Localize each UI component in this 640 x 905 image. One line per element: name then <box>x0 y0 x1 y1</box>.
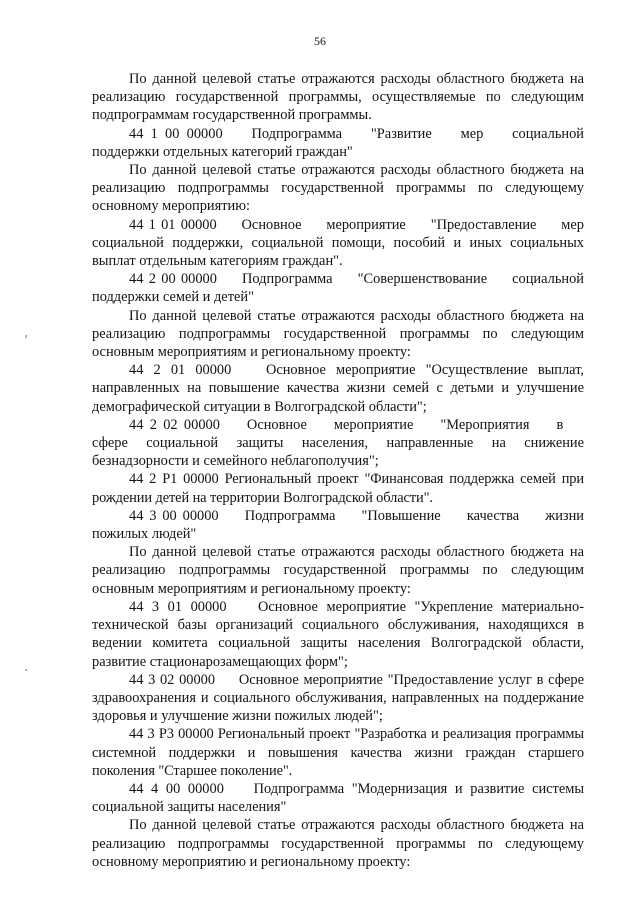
regional-project: 44 2 P1 00000 Региональный проект "Финансовая поддержка семей при рождении детей на территории Волгоградской области". <box>92 471 584 506</box>
main-activity: 44 3 01 00000 Основное мероприятие "Укрепление материально-технической базы организаций социального обслуживания, находящихся в ведении комитета социальной защиты населения Волгоградской области, развитие стационарозамещающих форм"; <box>92 598 584 670</box>
main-activity: 44 3 02 00000 Основное мероприятие "Предоставление услуг в сфере здравоохранения и социального обслуживания, направленных на поддержание здоровья и улучшение жизни пожилых людей"; <box>92 671 584 725</box>
regional-project: 44 3 P3 00000 Региональный проект "Разработка и реализация программы системной поддержки и повышения качества жизни граждан старшего поколения "Старшее поколение". <box>92 726 584 779</box>
document-body <box>92 70 584 871</box>
main-activity: 44 1 01 00000 Основное мероприятие "Предоставление мер социальной поддержки, социальной помощи, пособий и иных социальных выплат отдельным категориям граждан". <box>92 216 584 270</box>
subprogram-heading: 44 1 00 00000 Подпрограмма "Развитие мер социальной поддержки отдельных категорий граждан" <box>92 125 584 160</box>
paragraph: По данной целевой статье отражаются расходы областного бюджета на реализацию государственной программы, осуществляемые по следующим подпрограммам государственной программы. <box>92 71 584 124</box>
scan-mark: , <box>24 325 29 341</box>
paragraph: По данной целевой статье отражаются расходы областного бюджета на реализацию подпрограммы государственной программы по следующим основным мероприятиям и региональному проекту: <box>92 307 584 361</box>
subprogram-heading: 44 4 00 00000 Подпрограмма "Модернизация и развитие системы социальной защиты населения" <box>92 780 584 816</box>
page-number: 56 <box>314 34 326 48</box>
paragraph: По данной целевой статье отражаются расходы областного бюджета на реализацию подпрограммы государственной программы по следующим основным мероприятиям и региональному проекту: <box>92 544 584 597</box>
scan-mark: · <box>24 663 29 679</box>
main-activity: 44 2 01 00000 Основное мероприятие "Осуществление выплат, направленных на повышение качества жизни семей с детьми и улучшение демографической ситуации в Волгоградской области"; <box>92 362 584 415</box>
paragraph: По данной целевой статье отражаются расходы областного бюджета на реализацию подпрограммы государственной программы по следующему основному мероприятию и региональному проекту: <box>92 817 584 870</box>
subprogram-heading: 44 2 00 00000 Подпрограмма "Совершенствование социальной поддержки семей и детей" <box>92 271 584 306</box>
main-activity: 44 2 02 00000 Основное мероприятие "Мероприятия в сфере социальной защиты населения, направленные на снижение безнадзорности и семейного неблагополучия"; <box>92 416 584 470</box>
paragraph: По данной целевой статье отражаются расходы областного бюджета на реализацию подпрограммы государственной программы по следующему основному мероприятию: <box>92 162 584 215</box>
subprogram-heading: 44 3 00 00000 Подпрограмма "Повышение качества жизни пожилых людей" <box>92 507 584 543</box>
